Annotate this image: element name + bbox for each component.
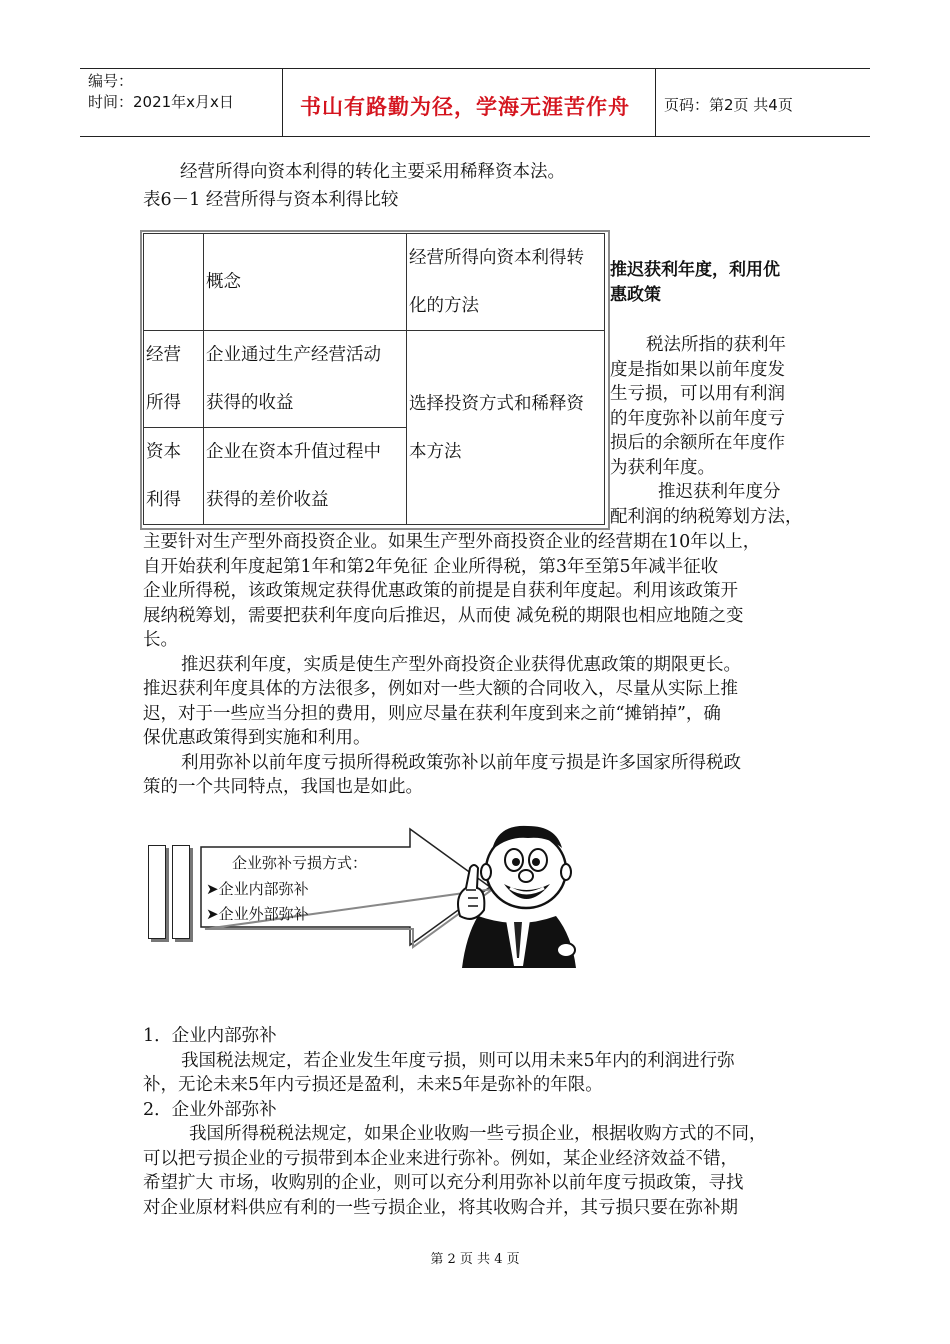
header-top-rule: [80, 68, 870, 69]
diagram-item: ➤企业外部弥补: [206, 905, 309, 923]
row-label-line: 经营: [146, 345, 181, 365]
row-label-line: 资本: [146, 442, 181, 462]
diagram-item: ➤企业内部弥补: [206, 880, 309, 898]
header-divider: [655, 68, 656, 136]
table-header-method: [407, 234, 605, 331]
side-section-title: [610, 258, 805, 307]
section-heading: 1．企业内部弥补: [143, 1026, 277, 1046]
intro-line: 经营所得向资本利得的转化主要采用稀释资本法。: [180, 162, 565, 182]
side-line: 推迟获利年度分: [658, 482, 781, 502]
body-line: 利用弥补以前年度亏损所得税政策弥补以前年度亏损是许多国家所得税政: [181, 752, 741, 773]
section-heading: 2．企业外部弥补: [143, 1099, 277, 1120]
concept-line: 企业在资本升值过程中: [206, 442, 381, 462]
diagram-title: 企业弥补亏损方式：: [232, 854, 368, 872]
side-line: 生亏损，可以用有利润: [610, 384, 785, 404]
side-line: 的年度弥补以前年度亏: [610, 408, 785, 429]
cartoon-man-illustration: [448, 818, 588, 970]
body-line: 补，无论未来5年内亏损还是盈利，未来5年是弥补的年限。: [143, 1075, 603, 1095]
body-line: 可以把亏损企业的亏损带到本企业来进行弥补。例如，某企业经济效益不错，: [143, 1148, 738, 1169]
table-header-concept: [204, 234, 407, 331]
doc-number-label: 编号：: [88, 72, 134, 90]
page-footer: 第 2 页 共 4 页: [430, 1252, 520, 1267]
table-cell-concept: [204, 428, 407, 525]
side-title-line: 惠政策: [610, 284, 661, 305]
body-line: 策的一个共同特点，我国也是如此。: [143, 777, 423, 797]
header-bottom-rule: [80, 136, 870, 137]
concept-line: 获得的收益: [206, 393, 294, 413]
concept-line: 获得的差价收益: [206, 490, 329, 510]
header-divider: [282, 68, 283, 136]
table-corner-cell: [144, 234, 204, 331]
diagram-bar: [148, 845, 166, 939]
side-line: 度是指如果以前年度发: [610, 359, 785, 380]
body-line: 迟，对于一些应当分担的费用，则应尽量在获利年度到来之前“摊销掉”，确: [143, 703, 721, 724]
table-cell-method: [407, 331, 605, 525]
row-label-line: 利得: [146, 490, 181, 510]
body-line: 我国税法规定，若企业发生年度亏损，则可以用未来5年内的利润进行弥: [181, 1050, 735, 1071]
concept-line: 企业通过生产经营活动: [206, 345, 381, 365]
row-label-line: 所得: [146, 393, 181, 413]
body-line: 企业所得税，该政策规定获得优惠政策的前提是自获利年度起。利用该政策开: [143, 581, 738, 601]
doc-time-label: 时间：2021年x月x日: [88, 93, 234, 111]
method-line: 选择投资方式和稀释资: [409, 393, 584, 414]
body-line: 对企业原材料供应有利的一些亏损企业，将其收购合并，其亏损只要在弥补期: [143, 1197, 738, 1218]
side-line: 为获利年度。: [610, 457, 715, 478]
side-title-line: 推迟获利年度，利用优: [610, 260, 780, 280]
body-line: 保优惠政策得到实施和利用。: [143, 728, 371, 748]
body-line: 希望扩大 市场，收购别的企业，则可以充分利用弥补以前年度亏损政策，寻找: [143, 1173, 744, 1193]
page-indicator: 页码：第2页 共4页: [664, 96, 793, 114]
body-line: 自开始获利年度起第1年和第2年免征 企业所得税，第3年至第5年减半征收: [143, 556, 719, 577]
side-paragraph: [610, 333, 805, 529]
side-line: 配利润的纳税筹划方法，: [610, 506, 803, 527]
table-row-label: [144, 428, 204, 525]
body-paragraph: [143, 530, 813, 800]
table-caption: 表6－1 经营所得与资本利得比较: [143, 190, 399, 210]
table-header-method-line: 化的方法: [409, 296, 479, 316]
body-line: 主要针对生产型外商投资企业。如果生产型外商投资企业的经营期在10年以上，: [143, 532, 761, 552]
header-motto: 书山有路勤为径，学海无涯苦作舟: [300, 95, 630, 119]
comparison-table: [143, 233, 605, 525]
body-line: 长。: [143, 630, 178, 650]
body-line: 展纳税筹划，需要把获利年度向后推迟，从而使 减免税的期限也相应地随之变: [143, 605, 744, 626]
table-row-label: [144, 331, 204, 428]
side-line: 损后的余额所在年度作: [610, 433, 785, 453]
side-line: 税法所指的获利年: [646, 335, 786, 355]
body-paragraph: [143, 1024, 813, 1220]
body-line: 我国所得税税法规定，如果企业收购一些亏损企业，根据收购方式的不同，: [189, 1124, 767, 1144]
method-line: 本方法: [409, 441, 462, 462]
table-header-concept-text: 概念: [206, 272, 241, 292]
body-line: 推迟获利年度具体的方法很多，例如对一些大额的合同收入，尽量从实际上推: [143, 679, 738, 699]
body-line: 推迟获利年度，实质是使生产型外商投资企业获得优惠政策的期限更长。: [181, 654, 741, 675]
table-header-method-line: 经营所得向资本利得转: [409, 248, 584, 268]
diagram-bar: [172, 845, 190, 939]
table-cell-concept: [204, 331, 407, 428]
